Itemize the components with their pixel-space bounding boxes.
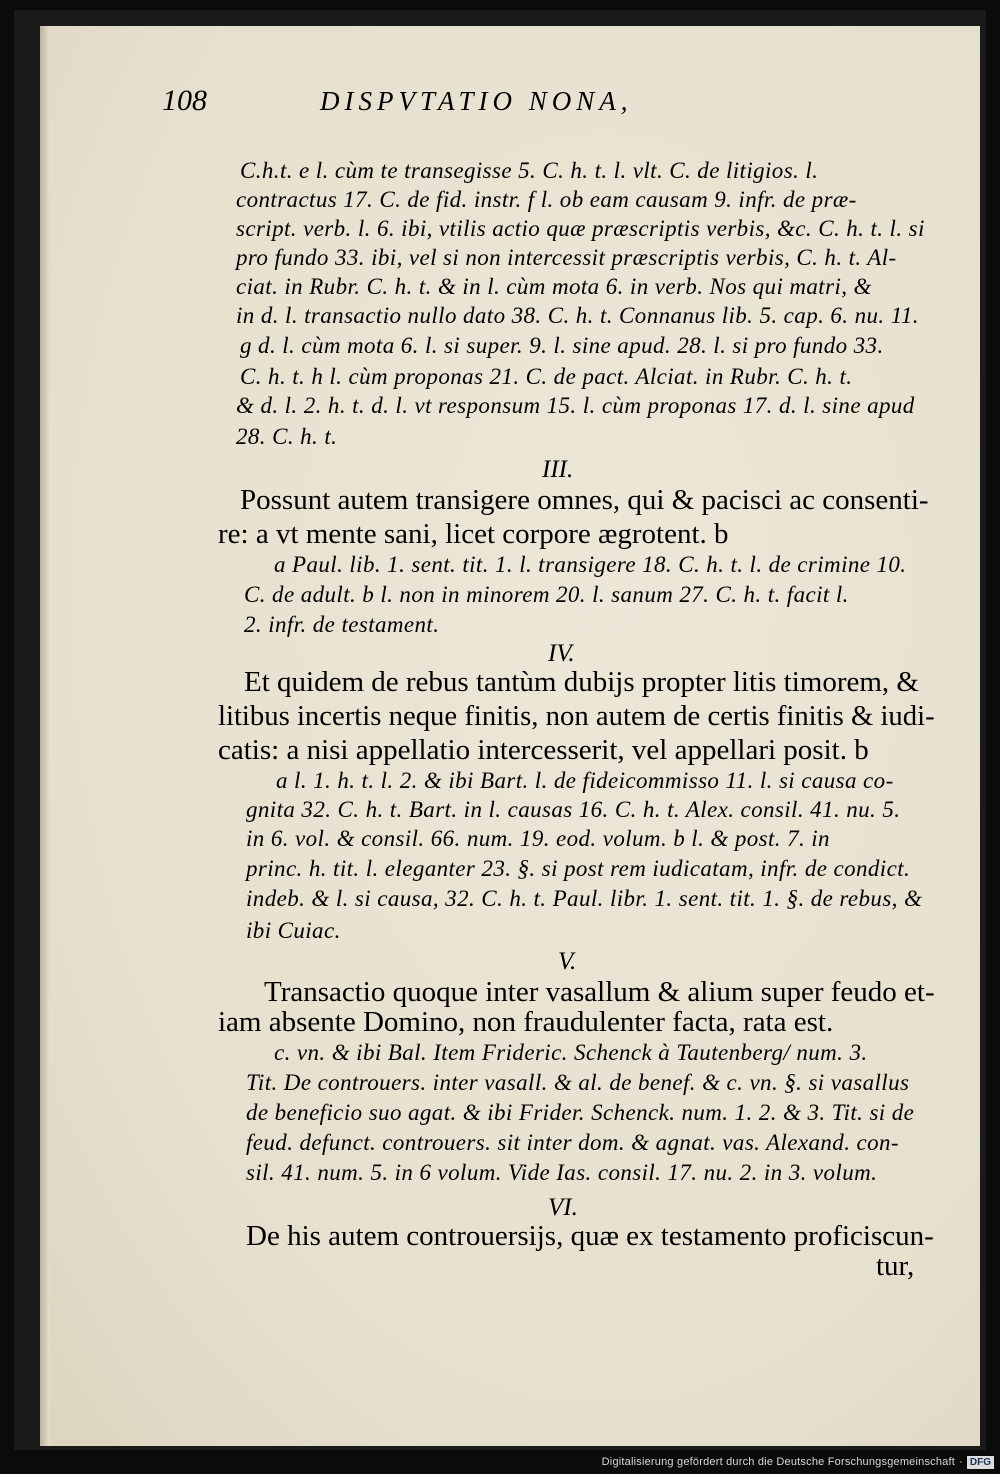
- section-number: III.: [542, 456, 574, 483]
- dfg-logo: DFG: [967, 1456, 994, 1469]
- footnote-line: ciat. in Rubr. C. h. t. & in l. cùm mota 6. in verb. Nos qui matri, &: [236, 274, 872, 299]
- running-head: DISPVTATIO NONA,: [320, 86, 633, 116]
- page-number: 108: [162, 84, 207, 117]
- footnote-line: indeb. & l. si causa, 32. C. h. t. Paul. libr. 1. sent. tit. 1. §. de rebus, &: [246, 886, 923, 911]
- footnote-line: c. vn. & ibi Bal. Item Frideric. Schenck à Tautenberg/ num. 3.: [274, 1040, 868, 1065]
- section-number: IV.: [548, 640, 575, 667]
- footnote-line: gnita 32. C. h. t. Bart. in l. causas 16. C. h. t. Alex. consil. 41. nu. 5.: [246, 797, 901, 822]
- footnote-line: 28. C. h. t.: [236, 424, 338, 449]
- main-text-line: iam absente Domino, non fraudulenter facta, rata est.: [218, 1006, 834, 1038]
- footnote-line: C. h. t. h l. cùm proponas 21. C. de pact. Alciat. in Rubr. C. h. t.: [240, 364, 853, 389]
- page-header: [162, 84, 902, 124]
- footnote-line: ibi Cuiac.: [246, 918, 341, 943]
- catchword: tur,: [876, 1250, 915, 1282]
- footnote-line: princ. h. tit. l. eleganter 23. §. si post rem iudicatam, infr. de condict.: [246, 856, 911, 881]
- section-number: VI.: [548, 1194, 578, 1221]
- main-text-line: re: a vt mente sani, licet corpore ægrotent. b: [218, 518, 729, 550]
- footer-separator: ·: [959, 1456, 963, 1468]
- main-text-line: De his autem controuersijs, quæ ex testamento proficiscun-: [246, 1220, 934, 1252]
- footnote-line: g d. l. cùm mota 6. l. si super. 9. l. sine apud. 28. l. si pro fundo 33.: [240, 333, 884, 358]
- footnote-line: Tit. De controuers. inter vasall. & al. de benef. & c. vn. §. si vasallus: [246, 1070, 910, 1095]
- footnote-line: & d. l. 2. h. t. d. l. vt responsum 15. l. cùm proponas 17. d. l. sine apud: [236, 393, 915, 418]
- main-text-line: catis: a nisi appellatio intercesserit, vel appellari posit. b: [218, 734, 869, 766]
- footnote-line: sil. 41. num. 5. in 6 volum. Vide Ias. consil. 17. nu. 2. in 3. volum.: [246, 1160, 878, 1185]
- footer-credit: Digitalisierung gefördert durch die Deutsche Forschungsgemeinschaft: [601, 1456, 956, 1468]
- footnote-line: de beneficio suo agat. & ibi Frider. Schenck. num. 1. 2. & 3. Tit. si de: [246, 1100, 915, 1125]
- footnote-line: in d. l. transactio nullo dato 38. C. h. t. Connanus lib. 5. cap. 6. nu. 11.: [236, 303, 919, 328]
- main-text-line: litibus incertis neque finitis, non autem de certis finitis & iudi-: [218, 700, 935, 732]
- footer-bar: [600, 1450, 1000, 1474]
- page-edge: [40, 26, 50, 1446]
- footnote-line: 2. infr. de testament.: [244, 612, 440, 637]
- main-text-line: Possunt autem transigere omnes, qui & pacisci ac consenti-: [240, 484, 929, 516]
- footnote-line: C. de adult. b l. non in minorem 20. l. sanum 27. C. h. t. facit l.: [244, 582, 849, 607]
- footnote-line: a l. 1. h. t. l. 2. & ibi Bart. l. de fideicommisso 11. l. si causa co-: [276, 768, 894, 793]
- footnote-line: script. verb. l. 6. ibi, vtilis actio quæ præscriptis verbis, &c. C. h. t. l. si: [236, 216, 925, 241]
- footnote-line: contractus 17. C. de fid. instr. f l. ob eam causam 9. infr. de præ-: [236, 187, 857, 212]
- footnote-line: in 6. vol. & consil. 66. num. 19. eod. volum. b l. & post. 7. in: [246, 826, 830, 851]
- main-text-line: Et quidem de rebus tantùm dubijs propter litis timorem, &: [244, 666, 919, 698]
- main-text-line: Transactio quoque inter vasallum & alium super feudo et-: [264, 976, 935, 1008]
- section-number: V.: [558, 948, 577, 975]
- footnote-line: feud. defunct. controuers. sit inter dom. & agnat. vas. Alexand. con-: [246, 1130, 899, 1155]
- footnote-line: pro fundo 33. ibi, vel si non intercessit præscriptis verbis, C. h. t. Al-: [236, 245, 897, 270]
- footnote-line: a Paul. lib. 1. sent. tit. 1. l. transigere 18. C. h. t. l. de crimine 10.: [274, 552, 907, 577]
- footnote-line: C.h.t. e l. cùm te transegisse 5. C. h. t. l. vlt. C. de litigios. l.: [240, 158, 819, 183]
